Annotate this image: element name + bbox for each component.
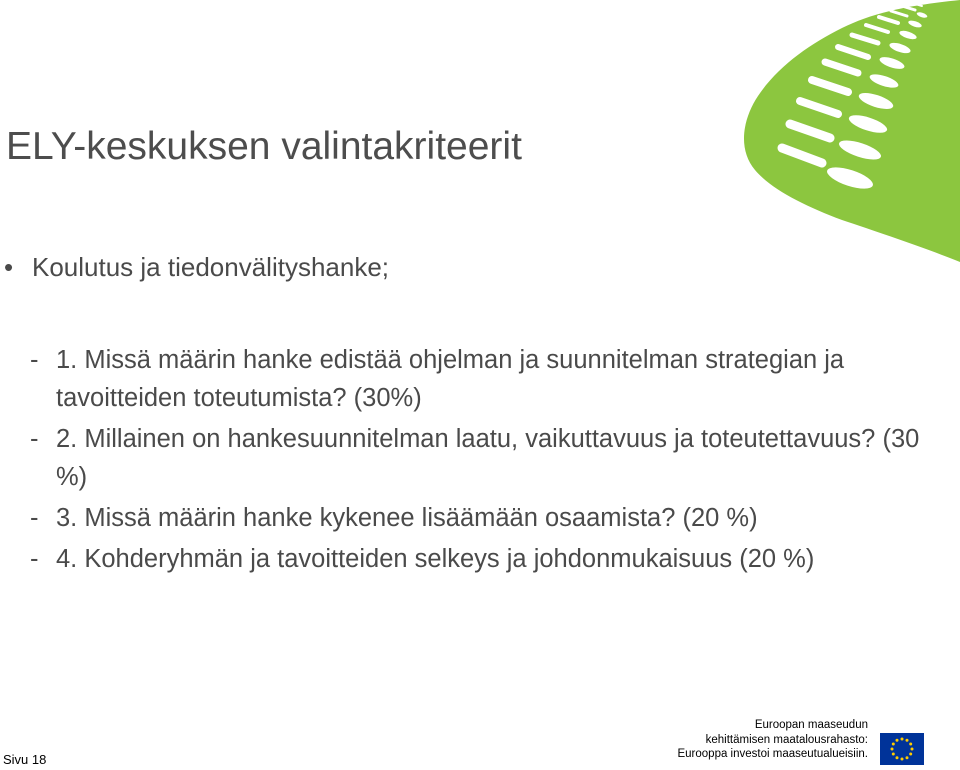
- eu-funding-text: [677, 718, 868, 762]
- criterion-text: 2. Millainen on hankesuunnitelman laatu, vaikuttavuus ja toteutettavuus? (30 %): [56, 425, 920, 491]
- eu-text-line: kehittämisen maatalousrahasto:: [705, 733, 868, 746]
- eu-flag-icon: [880, 733, 924, 765]
- dash-marker: -: [30, 346, 39, 374]
- criterion-item: [30, 540, 930, 578]
- dash-marker: -: [30, 425, 39, 453]
- brand-swoosh-logo: [710, 0, 960, 270]
- dash-marker: -: [30, 504, 39, 532]
- page-number: Sivu 18: [3, 752, 47, 767]
- bullet-dot-icon: •: [4, 252, 14, 282]
- criterion-text: 1. Missä määrin hanke edistää ohjelman ja suunnitelman strategian ja tavoitteiden toteutumista? (30%): [56, 346, 845, 412]
- criterion-text: 4. Kohderyhmän ja tavoitteiden selkeys ja johdonmukaisuus (20 %): [56, 545, 815, 573]
- bullet-item: [4, 252, 389, 283]
- criterion-item: [30, 341, 930, 417]
- eu-text-line: Euroopan maaseudun: [754, 719, 868, 731]
- page-title: ELY-keskuksen valintakriteerit: [6, 125, 522, 168]
- criterion-item: [30, 499, 930, 537]
- criterion-item: [30, 420, 930, 496]
- criteria-list: [30, 341, 930, 581]
- bullet-text: Koulutus ja tiedonvälityshanke;: [32, 252, 390, 282]
- dash-marker: -: [30, 545, 39, 573]
- criterion-text: 3. Missä määrin hanke kykenee lisäämään osaamista? (20 %): [56, 504, 758, 532]
- eu-text-line: Eurooppa investoi maaseutualueisiin.: [677, 748, 868, 760]
